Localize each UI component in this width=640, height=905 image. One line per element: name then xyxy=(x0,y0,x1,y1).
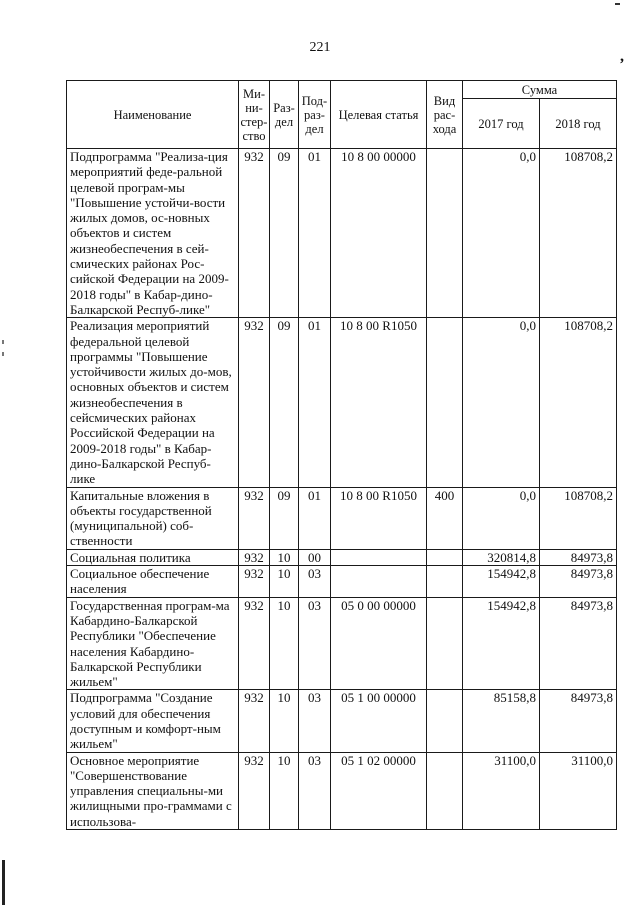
row-subsection: 00 xyxy=(299,549,331,565)
row-ministry: 932 xyxy=(239,149,270,318)
row-name: Социальная политика xyxy=(67,549,239,565)
row-expense-type xyxy=(427,318,463,487)
header-target: Целевая статья xyxy=(331,81,427,149)
row-target: 10 8 00 R1050 xyxy=(331,487,427,549)
header-ministry: Ми-ни-стер-ство xyxy=(239,81,270,149)
row-expense-type xyxy=(427,149,463,318)
table-row xyxy=(67,149,617,318)
corner-mark: , xyxy=(620,48,624,65)
row-sum-2017: 85158,8 xyxy=(463,690,540,752)
row-target: 10 8 00 00000 xyxy=(331,149,427,318)
row-name: Основное мероприятие "Совершенствование управления специальны-ми жилищными про-граммами с использова- xyxy=(67,752,239,829)
row-subsection: 01 xyxy=(299,149,331,318)
row-ministry: 932 xyxy=(239,487,270,549)
row-name: Капитальные вложения в объекты государственной (муниципальной) соб-ственности xyxy=(67,487,239,549)
header-year-2018: 2018 год xyxy=(540,99,617,149)
row-section: 09 xyxy=(270,149,299,318)
row-sum-2018: 84973,8 xyxy=(540,690,617,752)
table-row xyxy=(67,487,617,549)
row-sum-2018: 108708,2 xyxy=(540,487,617,549)
table-row xyxy=(67,549,617,565)
header-sum: Сумма xyxy=(463,81,617,99)
row-name: Реализация мероприятий федеральной целевой программы "Повышение устойчивости жилых до-мов, основных объектов и систем жизнеобеспечения в сейсмических районах Российской Федерации на 2009-2018 годы" в Кабар-дино-Балкарской Респуб-лике xyxy=(67,318,239,487)
table-row xyxy=(67,752,617,829)
row-target xyxy=(331,566,427,598)
row-subsection: 03 xyxy=(299,752,331,829)
row-ministry: 932 xyxy=(239,566,270,598)
row-target xyxy=(331,549,427,565)
row-sum-2017: 0,0 xyxy=(463,149,540,318)
row-name: Подпрограмма "Создание условий для обеспечения доступным и комфорт-ным жильем" xyxy=(67,690,239,752)
row-sum-2018: 31100,0 xyxy=(540,752,617,829)
budget-table xyxy=(66,80,617,830)
row-section: 10 xyxy=(270,566,299,598)
header-subsection: Под-раз-дел xyxy=(299,81,331,149)
page-number: 221 xyxy=(309,40,331,55)
row-sum-2018: 84973,8 xyxy=(540,566,617,598)
row-sum-2018: 84973,8 xyxy=(540,597,617,690)
row-sum-2018: 84973,8 xyxy=(540,549,617,565)
row-sum-2017: 154942,8 xyxy=(463,566,540,598)
table-row xyxy=(67,566,617,598)
row-subsection: 03 xyxy=(299,690,331,752)
row-target: 10 8 00 R1050 xyxy=(331,318,427,487)
row-expense-type xyxy=(427,690,463,752)
row-name: Социальное обеспечение населения xyxy=(67,566,239,598)
row-section: 09 xyxy=(270,487,299,549)
row-expense-type xyxy=(427,566,463,598)
row-ministry: 932 xyxy=(239,318,270,487)
scan-artifact-top xyxy=(615,3,620,5)
row-target: 05 1 02 00000 xyxy=(331,752,427,829)
row-ministry: 932 xyxy=(239,690,270,752)
row-section: 09 xyxy=(270,318,299,487)
table-row xyxy=(67,690,617,752)
header-expense-type: Вид рас-хода xyxy=(427,81,463,149)
row-sum-2017: 31100,0 xyxy=(463,752,540,829)
row-subsection: 03 xyxy=(299,597,331,690)
row-name: Подпрограмма "Реализа-ция мероприятий феде-ральной целевой програм-мы "Повышение устойчи-вости жилых домов, ос-новных объектов и систем жизнеобеспечения в сей-смических районах Рос-сийской Федерации на 2009-2018 годы" в Кабар-дино-Балкарской Респуб-лике" xyxy=(67,149,239,318)
row-subsection: 03 xyxy=(299,566,331,598)
row-ministry: 932 xyxy=(239,597,270,690)
row-sum-2017: 154942,8 xyxy=(463,597,540,690)
row-section: 10 xyxy=(270,597,299,690)
row-expense-type xyxy=(427,752,463,829)
row-subsection: 01 xyxy=(299,487,331,549)
scan-artifact-left-2 xyxy=(2,352,4,356)
row-sum-2018: 108708,2 xyxy=(540,149,617,318)
header-name: Наименование xyxy=(67,81,239,149)
table-row xyxy=(67,597,617,690)
row-expense-type: 400 xyxy=(427,487,463,549)
row-section: 10 xyxy=(270,690,299,752)
row-ministry: 932 xyxy=(239,752,270,829)
header-year-2017: 2017 год xyxy=(463,99,540,149)
row-target: 05 0 00 00000 xyxy=(331,597,427,690)
row-section: 10 xyxy=(270,549,299,565)
row-sum-2017: 0,0 xyxy=(463,318,540,487)
row-sum-2017: 0,0 xyxy=(463,487,540,549)
table-row xyxy=(67,318,617,487)
row-target: 05 1 00 00000 xyxy=(331,690,427,752)
row-sum-2017: 320814,8 xyxy=(463,549,540,565)
scan-artifact-left-3 xyxy=(2,860,5,905)
row-name: Государственная програм-ма Кабардино-Балкарской Республики "Обеспечение населения Кабардино-Балкарской Республики жильем" xyxy=(67,597,239,690)
row-subsection: 01 xyxy=(299,318,331,487)
row-sum-2018: 108708,2 xyxy=(540,318,617,487)
row-expense-type xyxy=(427,597,463,690)
row-expense-type xyxy=(427,549,463,565)
row-ministry: 932 xyxy=(239,549,270,565)
header-section: Раз-дел xyxy=(270,81,299,149)
scan-artifact-left-1 xyxy=(2,340,4,344)
row-section: 10 xyxy=(270,752,299,829)
